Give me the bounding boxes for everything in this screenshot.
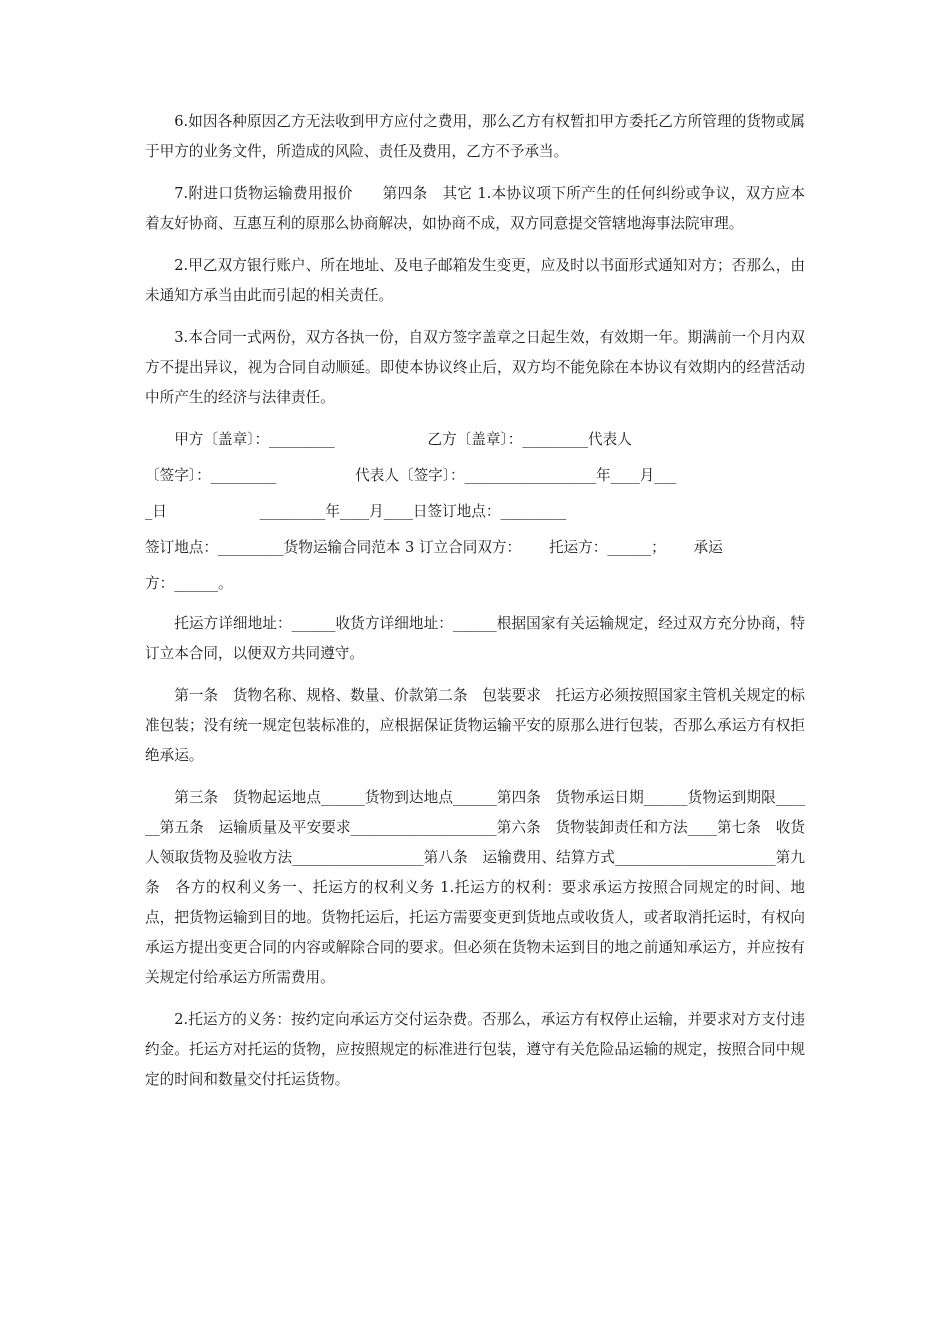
- clause-6-paragraph: 6.如因各种原因乙方无法收到甲方应付之费用，那么乙方有权暂扣甲方委托乙方所管理的货物或属于甲方的业务文件，所造成的风险、责任及费用，乙方不予承当。: [145, 113, 805, 160]
- document-page: [145, 107, 805, 1107]
- clause-3-validity-paragraph: 3.本合同一式两份，双方各执一份，自双方签字盖章之日起生效，有效期一年。期满前一个月内双方不提出异议，视为合同自动顺延。即使本协议终止后，双方均不能免除在本协议有效期内的经营活动中所产生的经济与法律责任。: [145, 329, 805, 406]
- shipper-obligations-paragraph: 2.托运方的义务：按约定向承运方交付运杂费。否那么，承运方有权停止运输，并要求对方支付违约金。托运方对托运的货物，应按照规定的标准进行包装，遵守有关危险品运输的规定，按照合同中规定的时间和数量交付托运货物。: [145, 1011, 805, 1088]
- clause-2-change-notice-paragraph: 2.甲乙双方银行账户、所在地址、及电子邮箱发生变更，应及时以书面形式通知对方；否那么，由未通知方承当由此而引起的相关责任。: [145, 257, 805, 304]
- signature-block: [145, 425, 805, 599]
- signature-line: 方：______。: [145, 575, 233, 592]
- address-paragraph: 托运方详细地址：______收货方详细地址：______根据国家有关运输规定，经过双方充分协商，特订立本合同，以便双方共同遵守。: [145, 615, 805, 662]
- article-1-2-paragraph: 第一条 货物名称、规格、数量、价款第二条 包装要求 托运方必须按照国家主管机关规定的标准包装；没有统一规定包装标准的，应根据保证货物运输平安的原那么进行包装，否那么承运方有权拒绝承运。: [145, 687, 805, 764]
- signature-line: _日 _________年____月____日签订地点：_________: [145, 503, 567, 520]
- clause-7-paragraph: 7.附进口货物运输费用报价 第四条 其它 1.本协议项下所产生的任何纠纷或争议，双方应本着友好协商、互惠互利的原那么协商解决，如协商不成，双方同意提交管辖地海事法院审理。: [145, 185, 805, 232]
- signature-line: 签订地点：_________货物运输合同范本 3 订立合同双方： 托运方：______； 承运: [145, 539, 723, 556]
- signature-line: 甲方〔盖章〕：_________ 乙方〔盖章〕：_________代表人: [174, 431, 632, 448]
- signature-line: 〔签字〕：_________ 代表人〔签字〕：__________________年____月___: [145, 467, 677, 484]
- article-3-9-paragraph: 第三条 货物起运地点______货物到达地点______第四条 货物承运日期______货物运到期限______第五条 运输质量及平安要求____________________第六条 货物装卸责任和方法____第七条 收货人领取货物及验收方法__________________第八条 运输费用、结算方式______________________第九条 各方的权利义务一、托运方的权利义务 1.托运方的权利：要求承运方按照合同规定的时间、地点，把货物运输到目的地。货物托运后，托运方需要变更到货地点或收货人，或者取消托运时，有权向承运方提出变更合同的内容或解除合同的要求。但必须在货物未运到目的地之前通知承运方，并应按有关规定付给承运方所需费用。: [145, 789, 805, 986]
